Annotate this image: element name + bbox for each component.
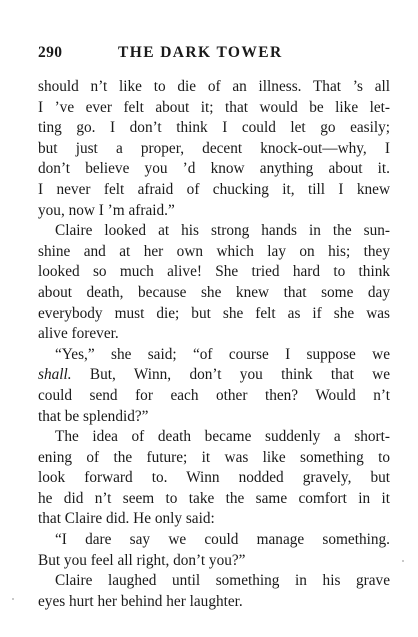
text-line: I never felt afraid of chucking it, till I knew: [38, 180, 390, 198]
emphasis-shall: shall.: [38, 366, 72, 384]
text-line: could send for each other then? Would n’t: [38, 386, 390, 404]
text-line: about death, because she knew that some day: [38, 283, 390, 301]
text-line: looked so much alive! She tried hard to think: [38, 263, 390, 281]
text-line: should n’t like to die of an illness. That ’s all: [38, 78, 390, 95]
text-line: but just a proper, decent knock-out—why, I: [38, 139, 390, 157]
text-line: The idea of death became suddenly a short-: [55, 428, 390, 446]
paper-speck: [12, 598, 14, 600]
text-line-rest: But, Winn, don’t you think that we: [71, 366, 390, 384]
text-line: But you feel all right, don’t you?”: [38, 551, 246, 569]
page-number: 290: [38, 44, 63, 61]
text-line: eyes hurt her behind her laughter.: [38, 592, 243, 610]
running-head: THE DARK TOWER: [118, 44, 283, 61]
page-header: [38, 44, 390, 68]
text-line: shine and at her own which lay on his; they: [38, 242, 390, 260]
text-line: everybody must die; but she felt as if she was: [38, 304, 390, 322]
body-text: [38, 77, 390, 612]
text-line: “I dare say we could manage something.: [55, 531, 390, 549]
paper-speck: [402, 560, 404, 562]
text-line: he did n’t seem to take the same comfort in it: [38, 489, 390, 507]
text-line: ening of the future; it was like something to: [38, 448, 390, 466]
text-line: [38, 365, 390, 386]
text-line: look forward to. Winn nodded gravely, but: [38, 469, 390, 487]
text-line: that be splendid?”: [38, 407, 149, 425]
text-line: that Claire did. He only said:: [38, 510, 215, 528]
text-line: don’t believe you ’d know anything about it.: [38, 160, 390, 178]
text-line: Claire looked at his strong hands in the sun-: [55, 222, 390, 240]
text-line: you, now I ’m afraid.”: [38, 201, 175, 219]
text-line: I ’ve ever felt about it; that would be like let-: [38, 98, 390, 116]
text-line: Claire laughed until something in his grave: [55, 572, 390, 590]
text-line: ting go. I don’t think I could let go easily;: [38, 119, 390, 137]
text-line: alive forever.: [38, 325, 119, 343]
text-line: “Yes,” she said; “of course I suppose we: [55, 345, 390, 363]
